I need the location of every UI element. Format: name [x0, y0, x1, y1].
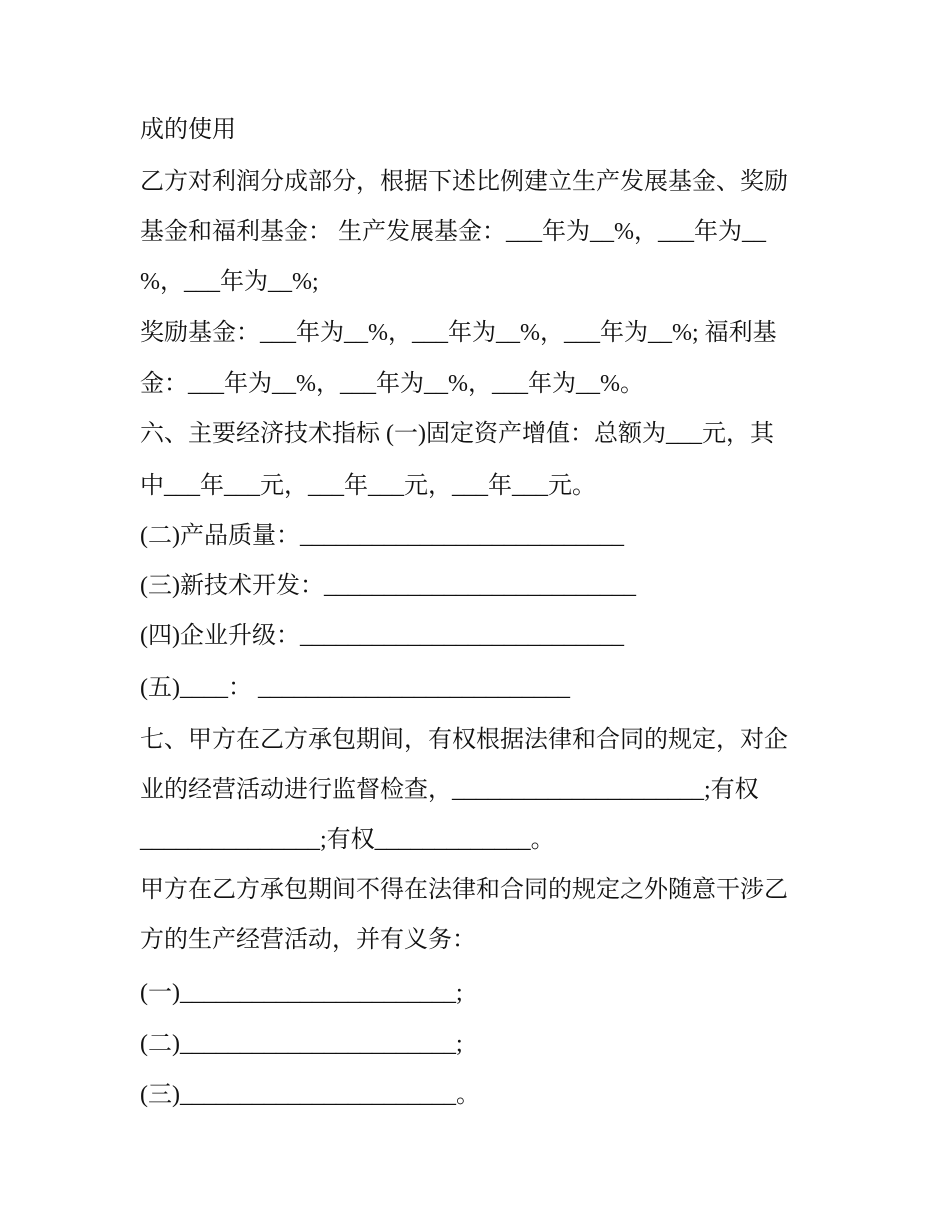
section-heading-6: 六、主要经济技术指标 (一)固定资产增值：总额为___元，其 [140, 421, 774, 447]
fill-in-other: (五)____： __________________________ [140, 675, 570, 701]
text-line: 方的生产经营活动，并有义务： [140, 927, 476, 953]
obligation-item-1: (一)_______________________; [140, 980, 463, 1006]
text-line: 基金和福利基金： 生产发展基金：___年为__%，___年为__ [140, 219, 766, 245]
text-line: 业的经营活动进行监督检查，_____________________;有权 [140, 777, 759, 803]
text-line: 成的使用 [140, 117, 236, 143]
section-heading-7: 七、甲方在乙方承包期间，有权根据法律和合同的规定，对企 [140, 727, 788, 753]
obligation-item-3: (三)_______________________。 [140, 1082, 480, 1108]
text-line: 乙方对利润分成部分，根据下述比例建立生产发展基金、奖励 [140, 169, 788, 195]
text-line: 金：___年为__%，___年为__%，___年为__%。 [140, 371, 644, 397]
text-line: 中___年___元，___年___元，___年___元。 [140, 473, 596, 499]
obligation-item-2: (二)_______________________; [140, 1031, 463, 1057]
text-line: %，___年为__%; [140, 269, 319, 295]
text-line: 奖励基金：___年为__%，___年为__%，___年为__%; 福利基 [140, 320, 777, 346]
text-line: _______________;有权_____________。 [140, 827, 555, 853]
text-line: 甲方在乙方承包期间不得在法律和合同的规定之外随意干涉乙 [140, 877, 788, 903]
fill-in-product-quality: (二)产品质量：___________________________ [140, 523, 624, 549]
fill-in-upgrade: (四)企业升级：___________________________ [140, 623, 624, 649]
fill-in-new-tech: (三)新技术开发：__________________________ [140, 573, 636, 599]
